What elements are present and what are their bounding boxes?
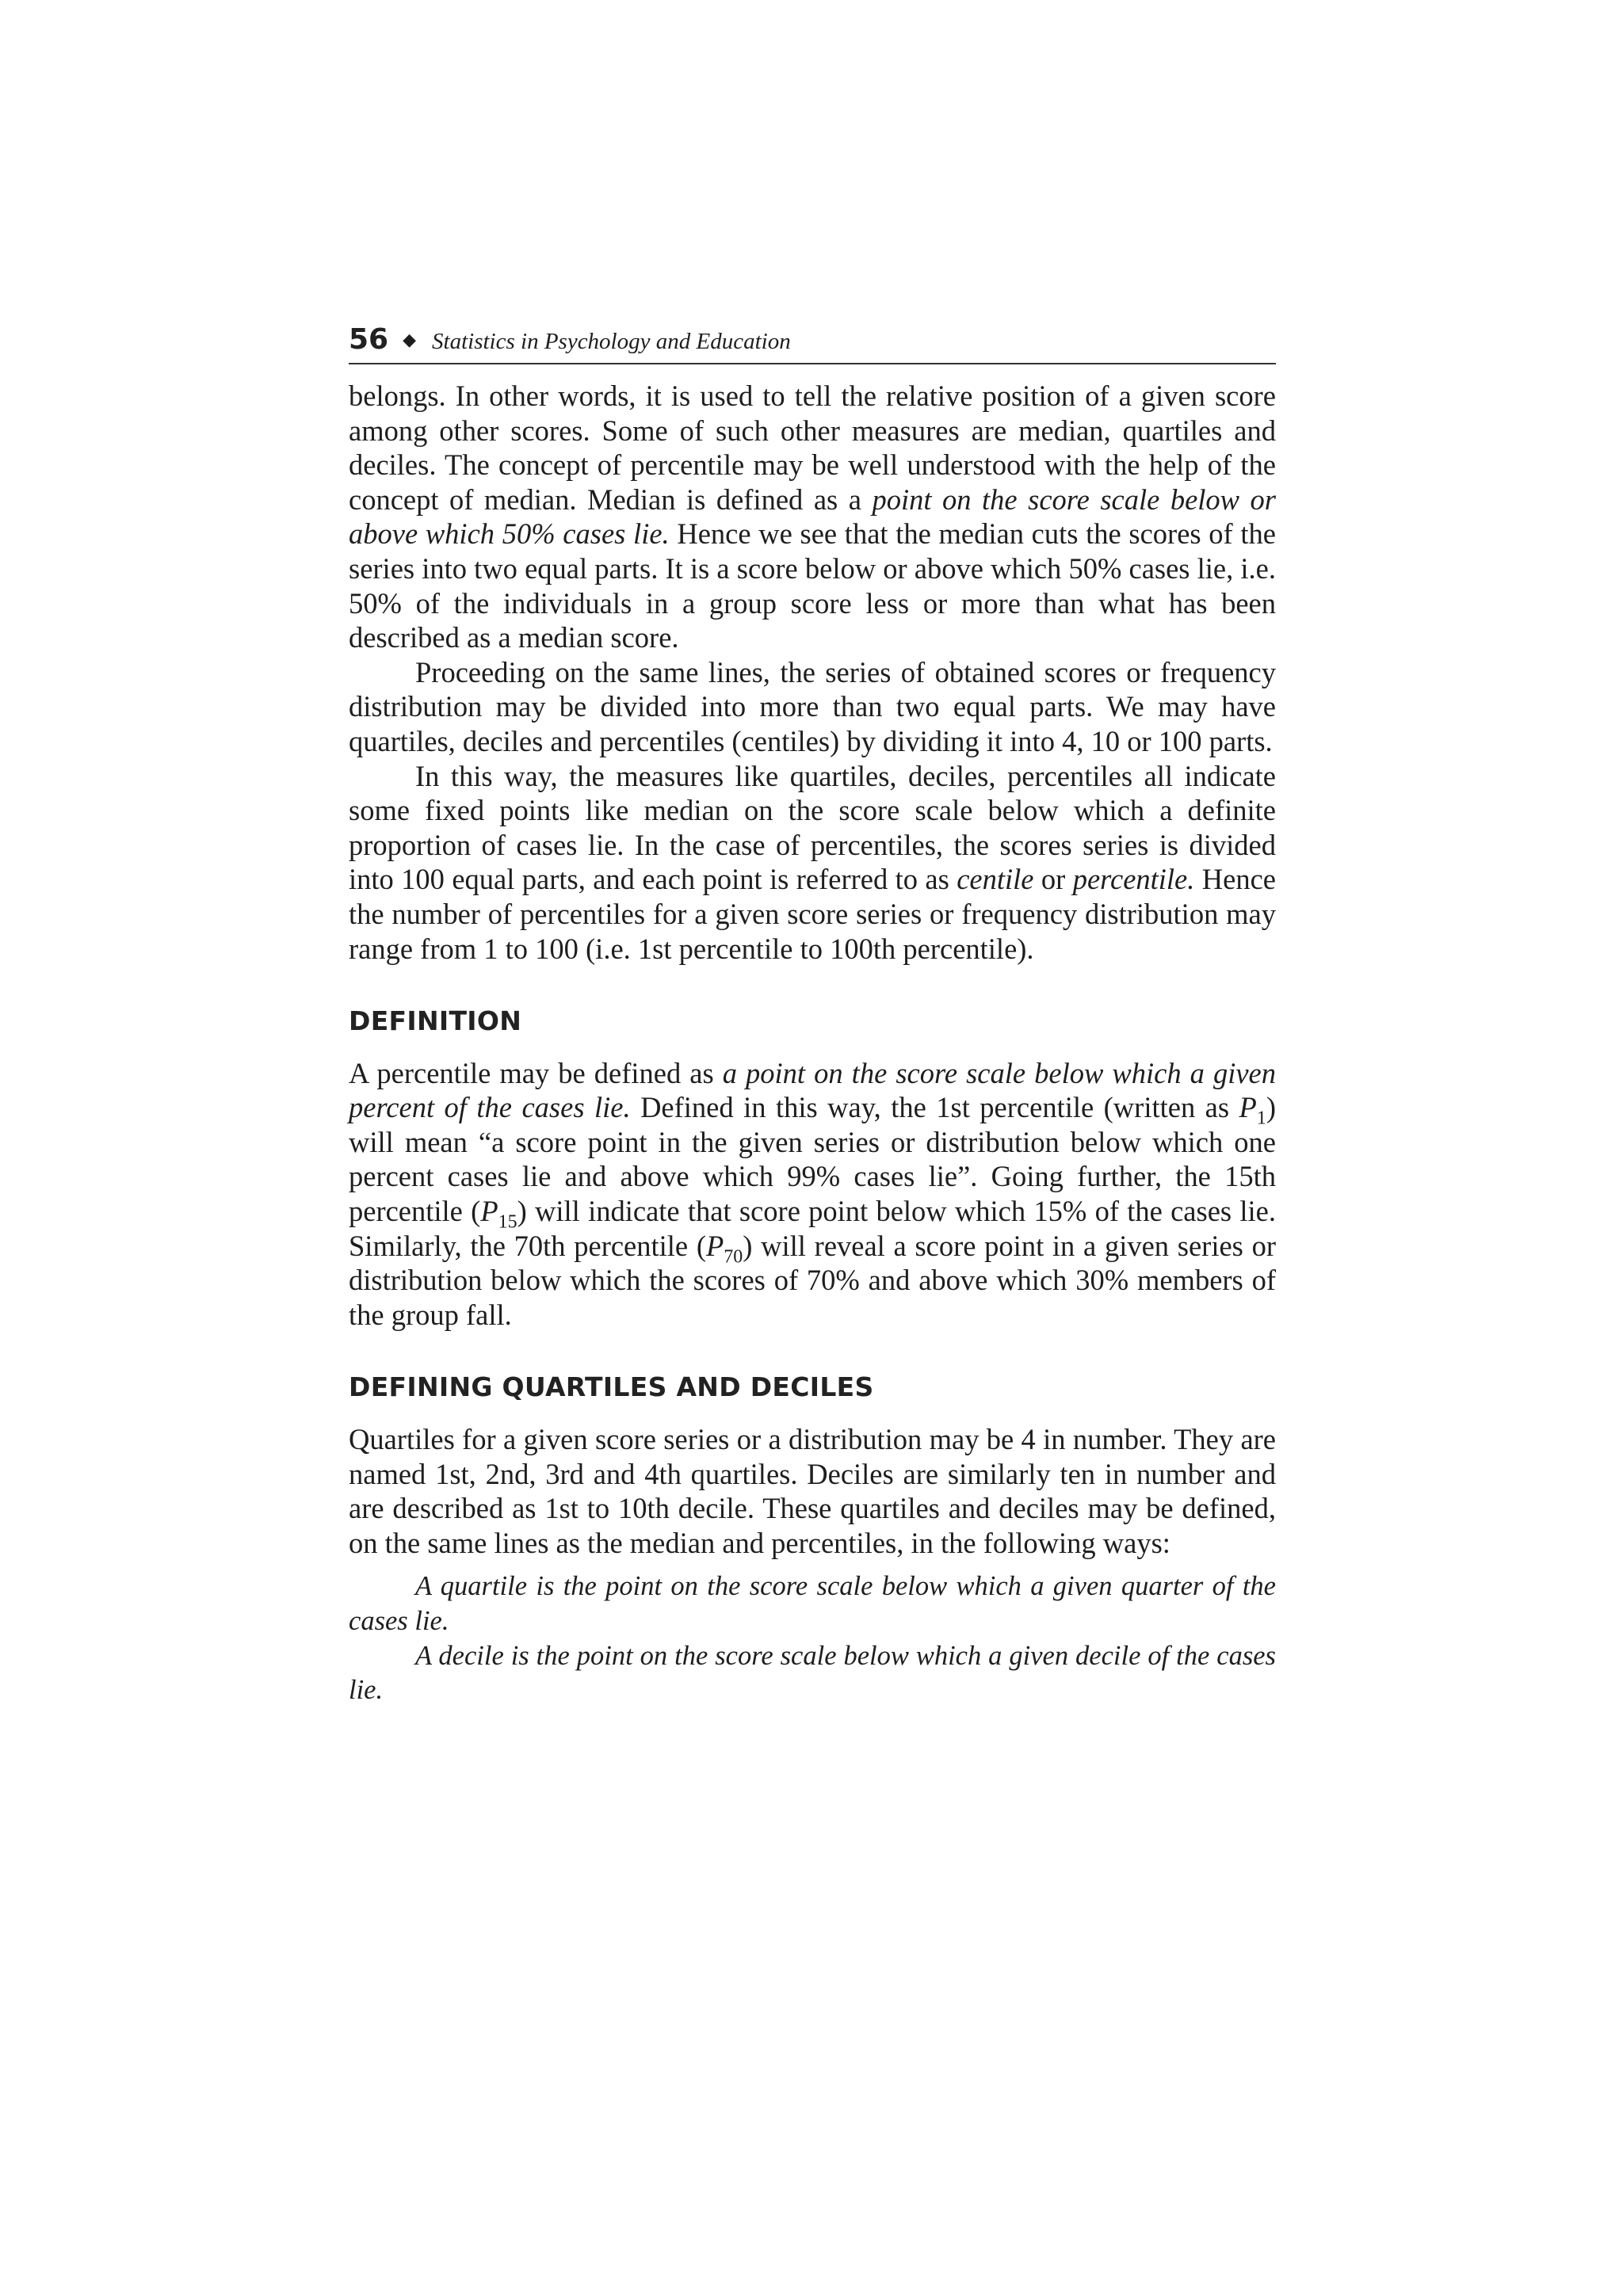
intro-p1-emphasis: point on the score scale below or above which 50% cases lie. bbox=[349, 482, 1276, 551]
percentile-term: percentile. bbox=[1072, 863, 1195, 896]
main-text bbox=[349, 379, 1276, 1708]
definition-text-c: Defined in this way, the 1st percentile (written as bbox=[630, 1091, 1239, 1124]
intro-p1-text: belongs. In other words, it is used to tell the relative position of a given score among other scores. Some of such other measures are median, quartiles and deciles. The concept of percentile may be well understood with the help of the concept of median. Median is defined as a bbox=[349, 379, 1276, 516]
definition-paragraph bbox=[349, 1056, 1276, 1333]
p1-symbol: P bbox=[1239, 1091, 1257, 1124]
book-title: Statistics in Psychology and Education bbox=[432, 329, 791, 354]
p1-subscript: 1 bbox=[1256, 1108, 1266, 1129]
intro-p1-text-end: Hence we see that the median cuts the scores of the series into two equal parts. It is a score below or above which 50% cases lie, i.e. 50% of the individuals in a group score less or more than what has been described as a median score. bbox=[349, 517, 1276, 654]
page-number: 56 bbox=[349, 323, 389, 356]
quartiles-heading: DEFINING QUARTILES AND DECILES bbox=[349, 1371, 874, 1403]
intro-p3-text-end: Hence the number of percentiles for a given score series or frequency distribution may range from 1 to 100 (i.e. 1st percentile to 100th percentile). bbox=[349, 863, 1276, 965]
book-page bbox=[349, 323, 1276, 1708]
centile-term: centile bbox=[957, 863, 1034, 896]
definition-text-f: ) will reveal a score point in a given series or distribution below which the scores of 70% and above which 30% members of the group fall. bbox=[349, 1229, 1276, 1331]
definition-text-a: A percentile may be defined as bbox=[349, 1056, 723, 1089]
definition-emphasis: a point on the score scale below which a given percent of the cases lie. bbox=[349, 1056, 1276, 1124]
p70-subscript: 70 bbox=[724, 1245, 743, 1267]
p15-symbol: P bbox=[480, 1195, 498, 1228]
p15-subscript: 15 bbox=[498, 1211, 517, 1233]
p70-symbol: P bbox=[706, 1229, 724, 1262]
quartile-definition-quote: A quartile is the point on the score scale below which a given quarter of the cases lie. bbox=[349, 1571, 1276, 1636]
running-head bbox=[349, 323, 1276, 364]
definition-heading: DEFINITION bbox=[349, 1005, 522, 1037]
quartiles-paragraph: Quartiles for a given score series or a distribution may be 4 in number. They are named 1st, 2nd, 3rd and 4th quartiles. Deciles are similarly ten in number and are described as 1st to 10th decile. These quartiles and deciles may be defined, on the same lines as the median and percentiles, in the following ways: bbox=[349, 1423, 1276, 1559]
intro-paragraph-2: Proceeding on the same lines, the series of obtained scores or frequency distribution may be divided into more than two equal parts. We may have quartiles, deciles and percentiles (centiles) by dividing it into 4, 10 or 100 parts. bbox=[349, 655, 1276, 757]
diamond-icon: ◆ bbox=[403, 330, 417, 350]
intro-paragraph-3 bbox=[349, 759, 1276, 967]
intro-p3-text: In this way, the measures like quartiles, deciles, percentiles all indicate some fixed points like median on the score scale below which a definite proportion of cases lie. In the case of percentiles, the scores series is divided into 100 equal parts, and each point is referred to as bbox=[349, 759, 1276, 896]
definition-text-e: ) will indicate that score point below which 15% of the cases lie. Similarly, the 70th percentile ( bbox=[349, 1195, 1276, 1262]
intro-p3-or: or bbox=[1033, 863, 1073, 896]
definition-text-d: ) will mean “a score point in the given series or distribution below which one percent cases lie and above which 99% cases lie”. Going further, the 15th percentile ( bbox=[349, 1091, 1276, 1228]
decile-definition-quote: A decile is the point on the score scale below which a given decile of the cases lie. bbox=[349, 1640, 1276, 1706]
intro-paragraph-1 bbox=[349, 379, 1276, 655]
